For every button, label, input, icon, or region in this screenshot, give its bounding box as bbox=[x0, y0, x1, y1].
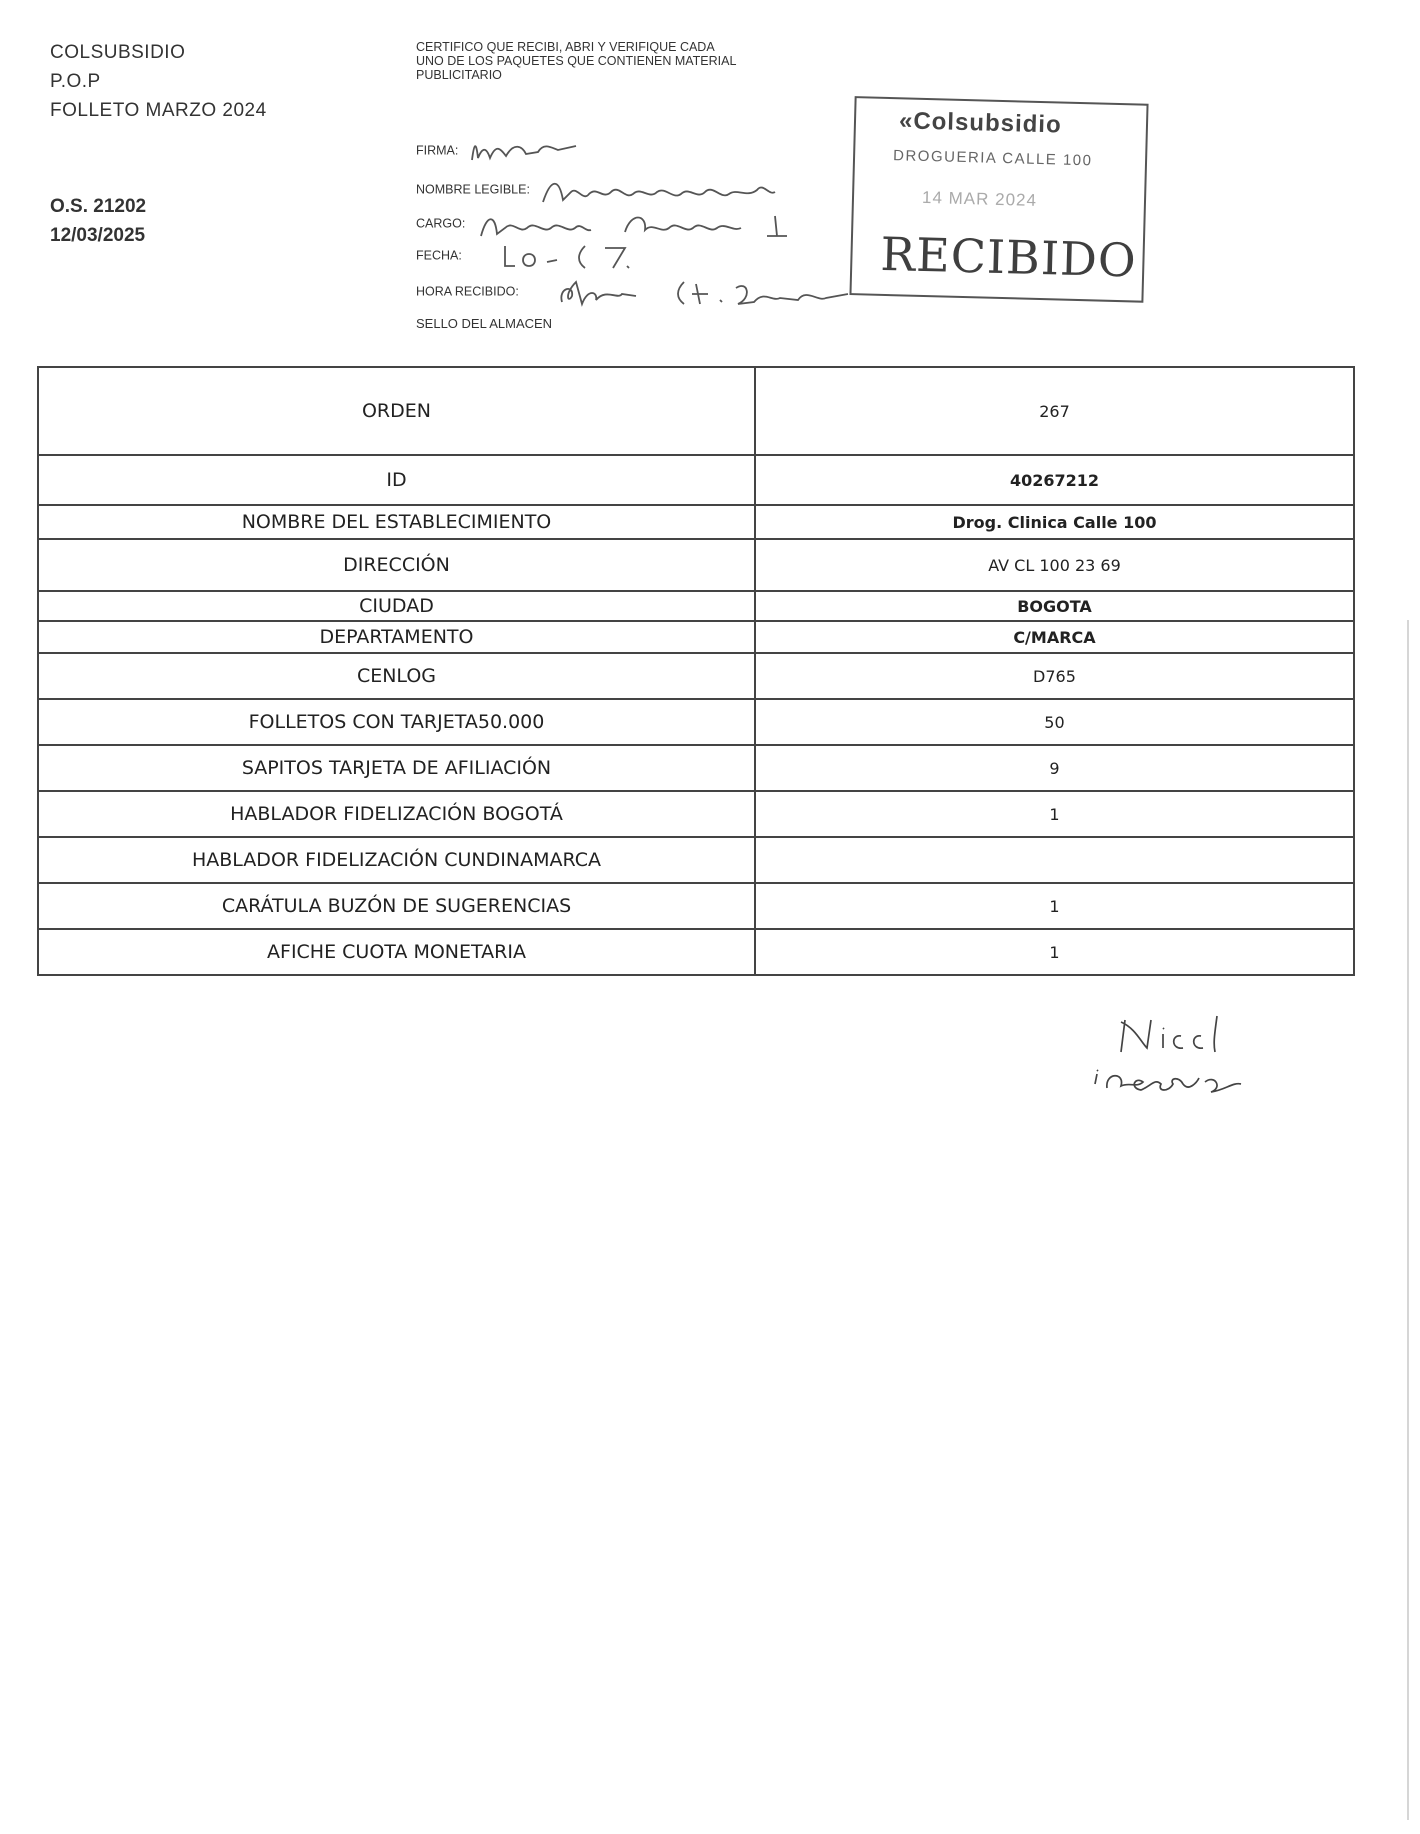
row-value: 267 bbox=[755, 367, 1354, 455]
org-name: COLSUBSIDIO bbox=[50, 42, 186, 63]
row-value: AV CL 100 23 69 bbox=[755, 539, 1354, 591]
nombre-label: NOMBRE LEGIBLE: bbox=[416, 182, 530, 197]
table-row bbox=[38, 837, 1354, 883]
table-row bbox=[38, 367, 1354, 455]
stamp-logo: «Colsubsidio bbox=[898, 107, 1063, 139]
firma-line bbox=[416, 134, 586, 168]
row-value: 50 bbox=[755, 699, 1354, 745]
row-label: DEPARTAMENTO bbox=[38, 621, 755, 653]
cargo-label: CARGO: bbox=[416, 216, 466, 231]
certification-text: CERTIFICO QUE RECIBI, ABRI Y VERIFIQUE CADA UNO DE LOS PAQUETES QUE CONTIENEN MATERIAL PUBLICITARIO bbox=[416, 40, 736, 82]
row-label: HABLADOR FIDELIZACIÓN CUNDINAMARCA bbox=[38, 837, 755, 883]
os-date: 12/03/2025 bbox=[50, 225, 146, 246]
table-row bbox=[38, 591, 1354, 621]
firma-label: FIRMA: bbox=[416, 143, 459, 158]
row-value: 1 bbox=[755, 883, 1354, 929]
row-value: 1 bbox=[755, 791, 1354, 837]
row-label: FOLLETOS CON TARJETA50.000 bbox=[38, 699, 755, 745]
scan-edge bbox=[1407, 620, 1409, 1820]
row-label: CARÁTULA BUZÓN DE SUGERENCIAS bbox=[38, 883, 755, 929]
row-label: DIRECCIÓN bbox=[38, 539, 755, 591]
row-label: NOMBRE DEL ESTABLECIMIENTO bbox=[38, 505, 755, 539]
os-number: O.S. 21202 bbox=[50, 196, 147, 217]
row-value: C/MARCA bbox=[755, 621, 1354, 653]
sello-label: SELLO DEL ALMACEN bbox=[416, 316, 553, 331]
table-row bbox=[38, 505, 1354, 539]
row-value: 40267212 bbox=[755, 455, 1354, 505]
row-value bbox=[755, 837, 1354, 883]
row-label: HABLADOR FIDELIZACIÓN BOGOTÁ bbox=[38, 791, 755, 837]
nombre-line bbox=[416, 172, 797, 208]
signature-cargo bbox=[475, 206, 835, 242]
row-label: ORDEN bbox=[38, 367, 755, 455]
fecha-label: FECHA: bbox=[416, 248, 462, 263]
colsubsidio-logo-icon: « bbox=[898, 107, 914, 135]
stamp-branch: DROGUERIA CALLE 100 bbox=[892, 147, 1093, 170]
signature-firma bbox=[466, 134, 586, 168]
cargo-line bbox=[416, 206, 835, 242]
table-row bbox=[38, 653, 1354, 699]
row-value: BOGOTA bbox=[755, 591, 1354, 621]
delivery-table-body bbox=[38, 367, 1354, 975]
table-row bbox=[38, 539, 1354, 591]
table-row bbox=[38, 745, 1354, 791]
row-label: SAPITOS TARJETA DE AFILIACIÓN bbox=[38, 745, 755, 791]
table-row bbox=[38, 929, 1354, 975]
table-row bbox=[38, 621, 1354, 653]
row-value: 1 bbox=[755, 929, 1354, 975]
delivery-table bbox=[37, 366, 1355, 976]
row-label: AFICHE CUOTA MONETARIA bbox=[38, 929, 755, 975]
table-row bbox=[38, 883, 1354, 929]
table-row bbox=[38, 791, 1354, 837]
order-reference bbox=[50, 192, 146, 250]
row-value: 9 bbox=[755, 745, 1354, 791]
row-value: D765 bbox=[755, 653, 1354, 699]
row-value: Drog. Clinica Calle 100 bbox=[755, 505, 1354, 539]
row-label: ID bbox=[38, 455, 755, 505]
hora-label: HORA RECIBIDO: bbox=[416, 284, 519, 299]
row-label: CENLOG bbox=[38, 653, 755, 699]
header-left bbox=[50, 38, 267, 125]
received-stamp bbox=[849, 96, 1154, 304]
pop-label: P.O.P bbox=[50, 71, 101, 92]
signature-nombre bbox=[537, 172, 797, 208]
handwritten-note bbox=[1085, 1012, 1275, 1122]
signature-fecha bbox=[485, 240, 685, 272]
table-row bbox=[38, 699, 1354, 745]
folleto-label: FOLLETO MARZO 2024 bbox=[50, 100, 267, 121]
table-row bbox=[38, 455, 1354, 505]
row-label: CIUDAD bbox=[38, 591, 755, 621]
fecha-line bbox=[416, 240, 685, 272]
stamp-date: 14 MAR 2024 bbox=[921, 187, 1038, 210]
stamp-status: RECIBIDO bbox=[879, 226, 1138, 288]
